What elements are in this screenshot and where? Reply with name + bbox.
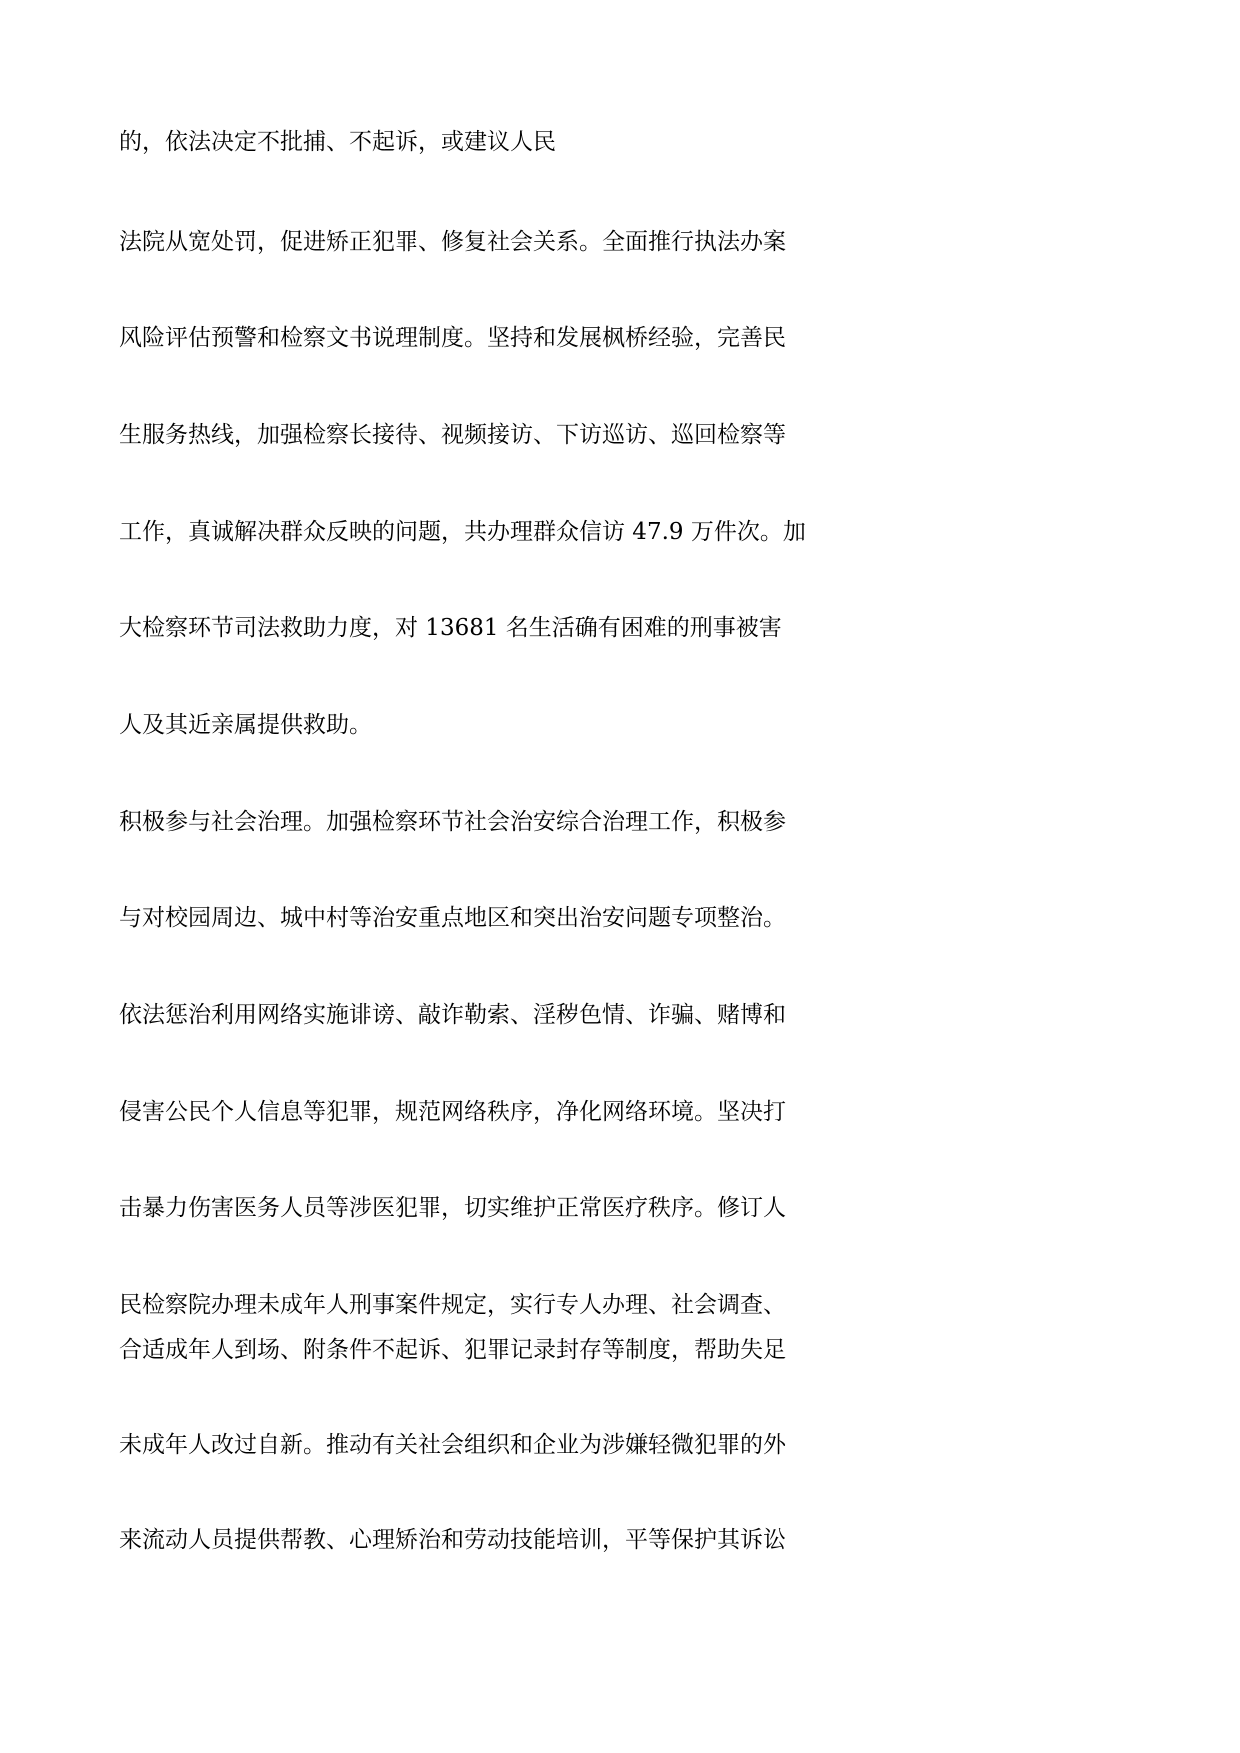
text-line: 大检察环节司法救助力度，对 13681 名生活确有困难的刑事被害 [119,615,782,641]
text-line: 人及其近亲属提供救助。 [119,712,372,738]
text-line: 合适成年人到场、附条件不起诉、犯罪记录封存等制度，帮助失足 [119,1337,786,1363]
paragraph-start-line: 积极参与社会治理。加强检察环节社会治安综合治理工作，积极参 [119,809,786,835]
text-line: 民检察院办理未成年人刑事案件规定，实行专人办理、社会调查、 [119,1292,786,1318]
text-line: 来流动人员提供帮教、心理矫治和劳动技能培训，平等保护其诉讼 [119,1527,786,1553]
text-line: 侵害公民个人信息等犯罪，规范网络秩序，净化网络环境。坚决打 [119,1099,786,1125]
text-line: 风险评估预警和检察文书说理制度。坚持和发展枫桥经验，完善民 [119,325,786,351]
text-line: 的，依法决定不批捕、不起诉，或建议人民 [119,129,556,155]
text-line: 未成年人改过自新。推动有关社会组织和企业为涉嫌轻微犯罪的外 [119,1432,786,1458]
text-line: 与对校园周边、城中村等治安重点地区和突出治安问题专项整治。 [119,905,786,931]
text-line: 依法惩治利用网络实施诽谤、敲诈勒索、淫秽色情、诈骗、赌博和 [119,1002,786,1028]
text-line: 法院从宽处罚，促进矫正犯罪、修复社会关系。全面推行执法办案 [119,229,786,255]
text-line: 击暴力伤害医务人员等涉医犯罪，切实维护正常医疗秩序。修订人 [119,1195,786,1221]
text-line: 生服务热线，加强检察长接待、视频接访、下访巡访、巡回检察等 [119,422,786,448]
text-line: 工作，真诚解决群众反映的问题，共办理群众信访 47.9 万件次。加 [119,519,806,545]
